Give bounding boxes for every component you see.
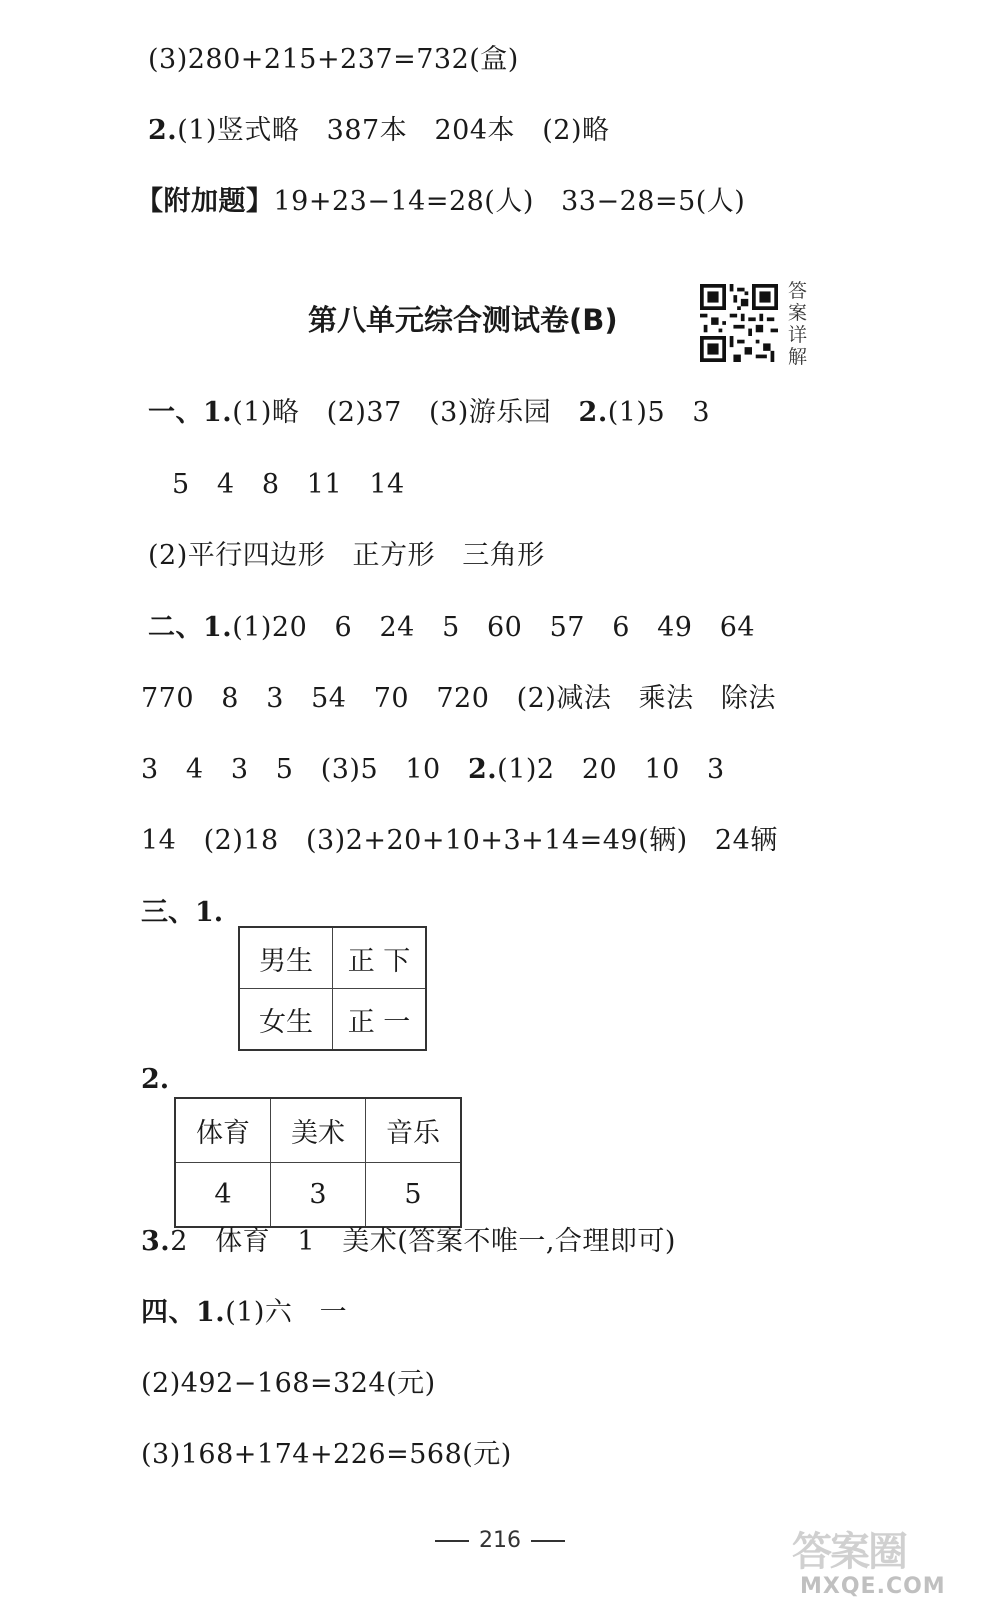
watermark-url: MXQE.COM bbox=[800, 1574, 946, 1599]
answer-line: (3)168+174+226=568(元) bbox=[141, 1439, 512, 1470]
watermark-logo: 答案圈 bbox=[792, 1529, 906, 1575]
table-row bbox=[239, 927, 426, 989]
page-number-text: 216 bbox=[479, 1528, 521, 1553]
answer-text: (1)2 20 10 3 bbox=[497, 754, 725, 785]
section-title: 第八单元综合测试卷(B) bbox=[308, 303, 618, 337]
answer-text: (1)5 3 bbox=[607, 397, 711, 428]
answer-text: (1)六 一 bbox=[225, 1297, 348, 1328]
answer-line bbox=[136, 182, 745, 222]
answer-text: (1)20 6 24 5 60 57 6 49 64 bbox=[232, 612, 756, 643]
table-header-cell: 美术 bbox=[271, 1098, 366, 1163]
part-heading: 二、1. bbox=[148, 612, 233, 643]
answer-line bbox=[148, 393, 710, 433]
question-number: 2. bbox=[141, 1064, 170, 1095]
table-row bbox=[175, 1163, 461, 1228]
answer-text: 3 4 3 5 (3)5 10 bbox=[141, 754, 468, 785]
answer-line: (2)492−168=324(元) bbox=[141, 1368, 436, 1399]
part-heading: 一、1. bbox=[148, 397, 233, 428]
answer-text: 2 体育 1 美术(答案不唯一,合理即可) bbox=[170, 1226, 676, 1257]
table-row bbox=[175, 1098, 461, 1163]
qr-code-icon[interactable] bbox=[700, 284, 778, 362]
answer-line: 5 4 8 11 14 bbox=[172, 469, 405, 500]
answer-line: 770 8 3 54 70 720 (2)减法 乘法 除法 bbox=[141, 683, 776, 714]
table-header-cell: 体育 bbox=[175, 1098, 271, 1163]
qr-caption: 答案详解 bbox=[788, 280, 808, 368]
table-cell: 正 下 bbox=[333, 927, 427, 989]
answer-line: (2)平行四边形 正方形 三角形 bbox=[148, 540, 545, 571]
question-number: 2. bbox=[578, 397, 608, 428]
answer-line bbox=[141, 1293, 347, 1333]
table-cell: 5 bbox=[366, 1163, 462, 1228]
question-number: 3. bbox=[141, 1226, 171, 1257]
answer-line bbox=[141, 750, 725, 790]
table-cell: 4 bbox=[175, 1163, 271, 1228]
answer-text: (1)略 (2)37 (3)游乐园 bbox=[232, 397, 579, 428]
question-number: 2. bbox=[467, 754, 498, 785]
answer-line bbox=[148, 111, 610, 151]
answer-line: 14 (2)18 (3)2+20+10+3+14=49(辆) 24辆 bbox=[141, 825, 778, 856]
table-cell: 3 bbox=[271, 1163, 366, 1228]
question-number: 2. bbox=[148, 115, 178, 146]
answer-line bbox=[141, 1222, 676, 1262]
tally-table bbox=[238, 926, 427, 1051]
answer-line bbox=[148, 608, 755, 648]
statistics-table bbox=[174, 1097, 462, 1228]
table-cell: 女生 bbox=[239, 989, 333, 1051]
answer-text: (1)竖式略 387本 204本 (2)略 bbox=[177, 115, 610, 146]
table-cell: 正 一 bbox=[333, 989, 427, 1051]
answer-text: 19+23−14=28(人) 33−28=5(人) bbox=[273, 186, 746, 217]
table-cell: 男生 bbox=[239, 927, 333, 989]
table-header-cell: 音乐 bbox=[366, 1098, 462, 1163]
part-heading: 四、1. bbox=[141, 1297, 226, 1328]
bonus-tag: 【附加题】 bbox=[136, 186, 274, 217]
table-row bbox=[239, 989, 426, 1051]
part-heading: 三、1. bbox=[141, 897, 224, 928]
answer-line: (3)280+215+237=732(盒) bbox=[148, 44, 519, 75]
